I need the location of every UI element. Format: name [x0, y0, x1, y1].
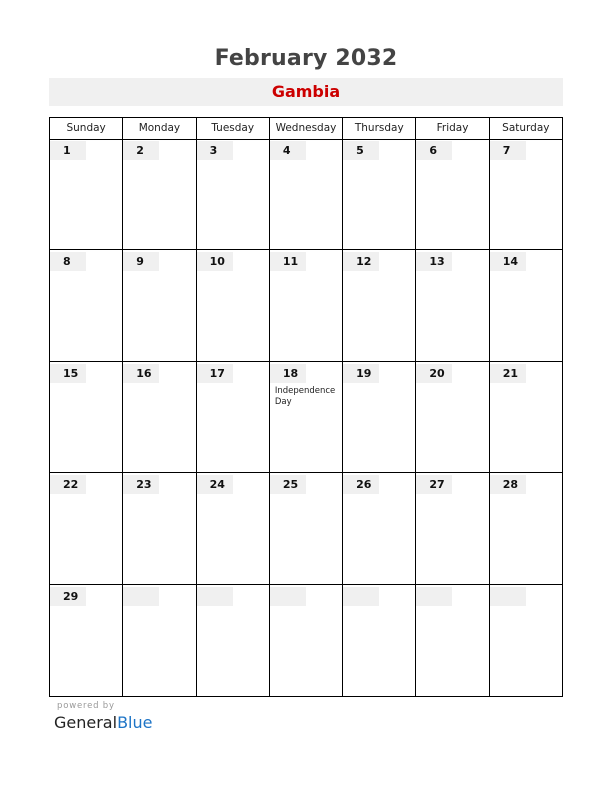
day-number-label — [123, 364, 159, 383]
day-cell — [270, 362, 343, 472]
day-number: 28 — [502, 478, 518, 492]
day-number: 14 — [502, 255, 518, 269]
day-number: 22 — [63, 478, 79, 492]
day-cell — [270, 250, 343, 360]
day-cell — [123, 139, 196, 249]
day-number-label — [490, 252, 526, 271]
day-number: 29 — [63, 589, 79, 603]
day-number-label — [50, 475, 86, 494]
brand-logo[interactable] — [54, 713, 152, 732]
day-number: 9 — [136, 255, 144, 269]
day-number-label — [416, 475, 452, 494]
day-cell — [490, 585, 562, 696]
day-cell — [416, 585, 489, 696]
day-number-label — [416, 364, 452, 383]
day-number-label — [123, 252, 159, 271]
brand-blue: Blue — [117, 713, 153, 732]
day-cell — [197, 139, 270, 249]
day-number-label — [490, 364, 526, 383]
week-row — [50, 362, 562, 473]
weekday-monday: Monday — [123, 118, 196, 139]
day-cell — [123, 473, 196, 583]
calendar-grid — [49, 117, 563, 697]
country-name: Gambia — [271, 82, 341, 101]
day-number: 8 — [63, 255, 71, 269]
day-cell — [416, 362, 489, 472]
powered-by-label: powered by — [57, 701, 115, 711]
day-number-label — [416, 141, 452, 160]
day-number: 5 — [356, 144, 364, 157]
day-number-label — [270, 364, 306, 383]
day-number: 25 — [282, 478, 299, 492]
day-cell — [50, 585, 123, 696]
day-cell — [270, 139, 343, 249]
day-number: 26 — [356, 478, 372, 492]
day-number: 12 — [356, 255, 372, 269]
day-number-label — [490, 587, 526, 606]
day-cell — [197, 362, 270, 472]
day-number-label — [490, 475, 526, 494]
day-number: 11 — [282, 255, 299, 269]
day-number: 2 — [136, 144, 144, 157]
day-number: 21 — [502, 366, 518, 380]
day-number-label — [123, 475, 159, 494]
day-number: 27 — [429, 478, 445, 492]
day-cell — [197, 250, 270, 360]
day-number-label — [343, 475, 379, 494]
day-number-label — [50, 587, 86, 606]
week-row — [50, 250, 562, 361]
day-number-label — [343, 252, 379, 271]
day-number: 15 — [63, 366, 79, 380]
day-number-label — [343, 364, 379, 383]
day-cell — [343, 250, 416, 360]
day-number: 10 — [209, 255, 225, 269]
day-cell — [416, 250, 489, 360]
day-number-label — [197, 475, 233, 494]
weekday-thursday: Thursday — [343, 118, 416, 139]
day-cell — [490, 362, 562, 472]
day-number: 24 — [209, 478, 225, 492]
day-number-label — [50, 252, 86, 271]
day-number: 18 — [282, 366, 299, 380]
day-cell — [123, 250, 196, 360]
week-row — [50, 139, 562, 250]
weekday-tuesday: Tuesday — [197, 118, 270, 139]
day-number: 7 — [502, 144, 511, 157]
weekday-header — [50, 118, 562, 140]
day-number: 23 — [136, 478, 152, 492]
day-cell — [50, 250, 123, 360]
weeks-container — [50, 139, 562, 696]
day-number-label — [270, 252, 306, 271]
week-row — [50, 585, 562, 696]
day-cell — [490, 139, 562, 249]
day-cell — [270, 585, 343, 696]
day-number: 20 — [429, 366, 445, 380]
day-number: 16 — [136, 366, 152, 380]
day-number-label — [197, 141, 233, 160]
day-number-label — [416, 252, 452, 271]
day-cell — [343, 362, 416, 472]
day-cell — [270, 473, 343, 583]
day-number-label — [123, 587, 159, 606]
day-cell — [416, 473, 489, 583]
holiday-event: Independence Day — [274, 385, 336, 407]
day-number-label — [416, 587, 452, 606]
day-cell — [343, 139, 416, 249]
day-cell — [50, 362, 123, 472]
day-cell — [123, 362, 196, 472]
day-number-label — [490, 141, 526, 160]
day-number-label — [270, 587, 306, 606]
day-cell — [197, 585, 270, 696]
day-cell — [490, 473, 562, 583]
day-cell — [490, 250, 562, 360]
day-number-label — [270, 141, 306, 160]
weekday-sunday: Sunday — [50, 118, 123, 139]
day-number: 19 — [356, 366, 372, 380]
day-number-label — [197, 364, 233, 383]
day-cell — [416, 139, 489, 249]
day-number: 3 — [209, 144, 218, 157]
day-number-label — [343, 141, 379, 160]
day-number: 6 — [429, 144, 438, 157]
weekday-saturday: Saturday — [502, 122, 550, 134]
day-number-label — [50, 364, 86, 383]
day-number: 1 — [63, 144, 71, 157]
country-banner — [49, 78, 563, 106]
day-number: 17 — [209, 366, 225, 380]
day-number-label — [270, 475, 306, 494]
day-cell — [343, 473, 416, 583]
day-number-label — [50, 141, 86, 160]
day-number-label — [197, 587, 233, 606]
day-number-label — [123, 141, 159, 160]
day-number-label — [343, 587, 379, 606]
week-row — [50, 473, 562, 584]
day-cell — [197, 473, 270, 583]
day-cell — [50, 473, 123, 583]
weekday-friday: Friday — [416, 118, 489, 139]
page-title: February 2032 — [214, 46, 398, 71]
weekday-wednesday: Wednesday — [270, 118, 343, 139]
day-cell — [123, 585, 196, 696]
day-number-label — [197, 252, 233, 271]
day-number: 13 — [429, 255, 445, 269]
day-number: 4 — [282, 144, 291, 157]
brand-general: General — [54, 713, 118, 732]
day-cell — [50, 139, 123, 249]
day-cell — [343, 585, 416, 696]
